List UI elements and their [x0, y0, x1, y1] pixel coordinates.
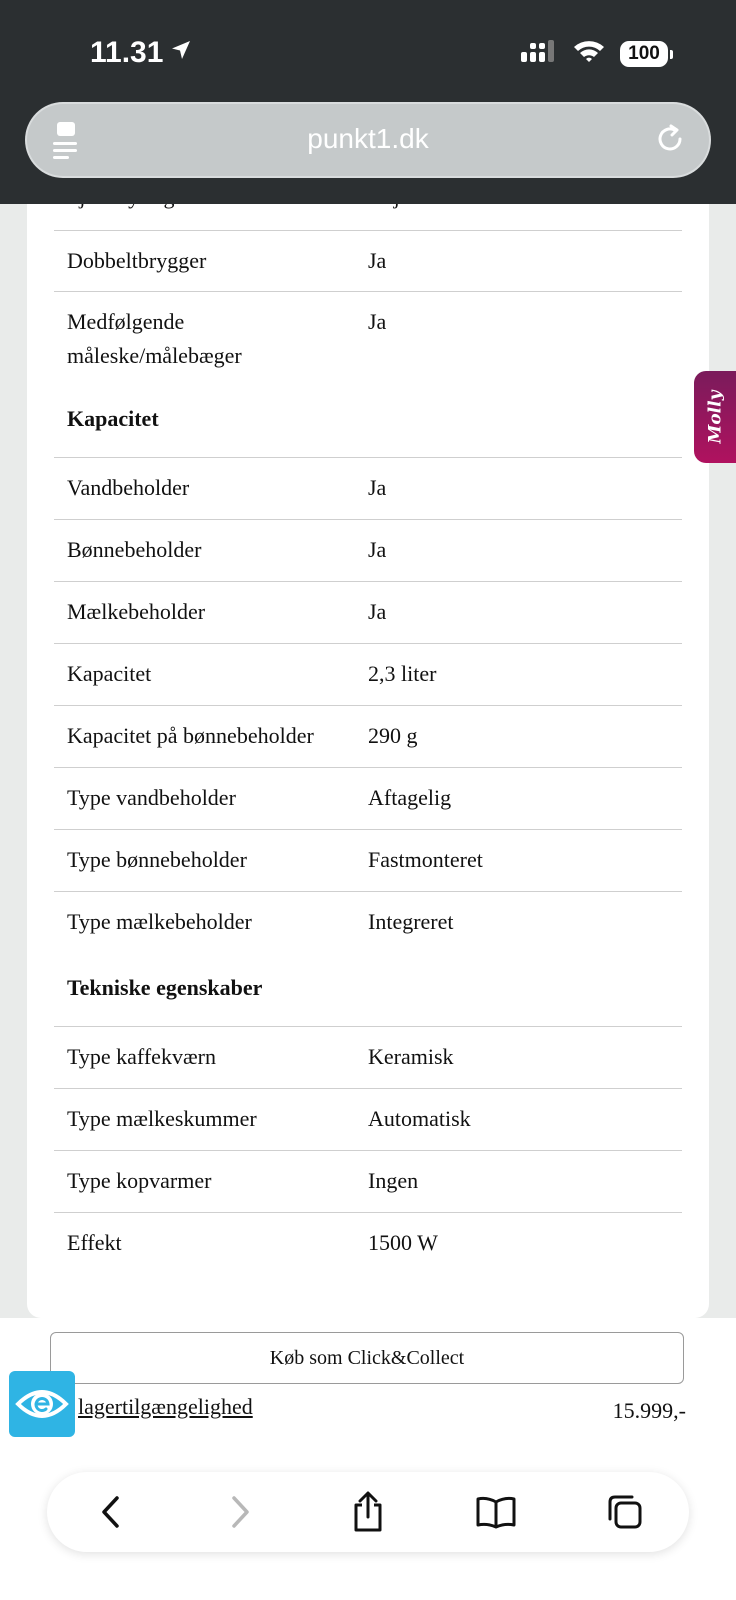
spec-label: Mælkebeholder: [67, 599, 206, 624]
section-title-technical: Tekniske egenskaber: [67, 975, 263, 1000]
spec-value: 290 g: [368, 723, 418, 748]
section-title-capacity: Kapacitet: [67, 406, 159, 431]
spec-label: Type kaffekværn: [67, 1044, 216, 1069]
spec-value: 1500 W: [368, 1230, 438, 1255]
spec-value: Ja: [368, 599, 387, 624]
location-arrow-icon: [169, 36, 193, 70]
spec-row: [54, 767, 682, 828]
status-and-address-bar: [0, 0, 736, 204]
spec-row: [54, 581, 682, 642]
spec-value: Integreret: [368, 909, 454, 934]
spec-label: Effekt: [67, 1230, 122, 1255]
spec-row: [54, 457, 682, 518]
browser-toolbar: [47, 1472, 689, 1552]
spec-label: Type mælkebeholder: [67, 909, 252, 934]
spec-value: Automatisk: [368, 1106, 471, 1131]
spec-value: Ja: [368, 309, 387, 334]
spec-row: [54, 230, 682, 291]
spec-value: Ja: [368, 537, 387, 562]
spec-value: Ja: [368, 248, 387, 273]
spec-row: [54, 643, 682, 704]
wifi-icon: [572, 38, 606, 69]
spec-row: [54, 1088, 682, 1149]
spec-value: Ingen: [368, 1168, 419, 1193]
bookmarks-icon[interactable]: [466, 1482, 526, 1542]
spec-value: Ja: [368, 475, 387, 500]
spec-row: [54, 1026, 682, 1087]
status-time: 11.31: [90, 36, 164, 69]
spec-label: Type bønnebeholder: [67, 847, 247, 872]
reload-icon[interactable]: [653, 122, 687, 161]
specifications-card: [27, 150, 709, 1318]
spec-row: [54, 1150, 682, 1211]
spec-row: [54, 705, 682, 766]
url-text[interactable]: punkt1.dk: [307, 123, 429, 154]
spec-row: [54, 291, 682, 392]
molly-chat-tab[interactable]: [694, 371, 736, 463]
back-icon[interactable]: [81, 1482, 141, 1542]
spec-value: Fastmonteret: [368, 847, 483, 872]
spec-value: 2,3 liter: [368, 661, 437, 686]
spec-label: Type vandbeholder: [67, 785, 236, 810]
battery-icon: 100: [620, 41, 668, 67]
spec-label: Type kopvarmer: [67, 1168, 212, 1193]
forward-icon[interactable]: [210, 1482, 270, 1542]
spec-label: Type mælkeskummer: [67, 1106, 257, 1131]
spec-row: [54, 829, 682, 890]
status-time-group: [90, 36, 193, 70]
spec-label: Medfølgende måleske/målebæger: [67, 309, 242, 368]
spec-value: Aftagelig: [368, 785, 452, 810]
spec-row: [54, 519, 682, 580]
share-icon[interactable]: [338, 1482, 398, 1542]
molly-label: Molly: [705, 390, 726, 444]
click-and-collect-button[interactable]: Køb som Click&Collect: [50, 1332, 684, 1384]
purchase-bar: [0, 1318, 736, 1600]
address-bar[interactable]: [27, 104, 709, 176]
spec-value: Keramisk: [368, 1044, 454, 1069]
spec-label: Bønnebeholder: [67, 537, 202, 562]
spec-label: Vandbeholder: [67, 475, 190, 500]
spec-label: Kapacitet på bønnebeholder: [67, 723, 314, 748]
stock-availability-link[interactable]: lagertilgængelighed: [78, 1394, 253, 1419]
tabs-icon[interactable]: [595, 1482, 655, 1542]
spec-label: Kapacitet: [67, 661, 152, 686]
cellular-signal-icon: [520, 38, 558, 69]
spec-row: [54, 1212, 682, 1273]
price: 15.999,-: [612, 1398, 686, 1423]
status-icons: [520, 38, 668, 69]
spec-label: Dobbeltbrygger: [67, 248, 207, 273]
accessibility-eye-icon[interactable]: [9, 1371, 75, 1437]
spec-row: [54, 891, 682, 952]
